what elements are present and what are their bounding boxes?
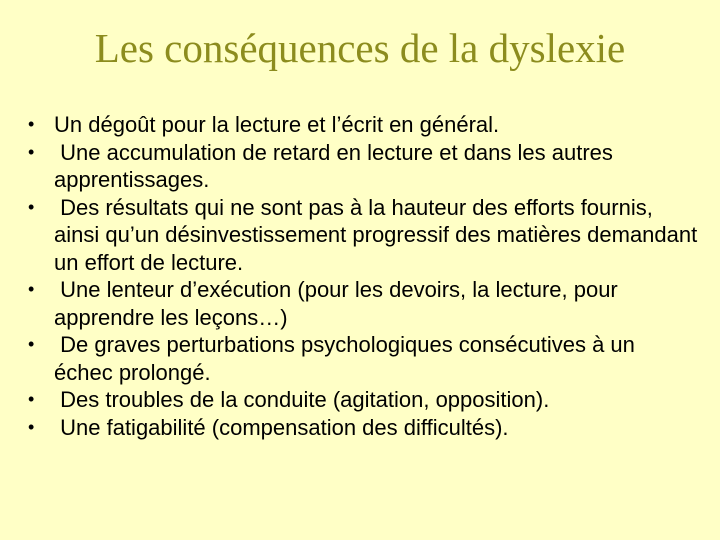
bullet-text: Une lenteur d’exécution (pour les devoirs, la lecture, pour apprendre les leçons…)	[54, 277, 624, 330]
bullet-icon: •	[28, 279, 35, 299]
slide-title: Les conséquences de la dyslexie	[94, 25, 626, 71]
list-item	[28, 331, 698, 386]
bullet-icon: •	[28, 416, 35, 437]
bullet-icon: •	[28, 334, 35, 354]
bullet-text: Des résultats qui ne sont pas à la hauteur des efforts fournis, ainsi qu’un désinvestissement progressif des matières demandant un effort de lecture.	[54, 194, 704, 275]
list-item	[28, 386, 698, 414]
bullet-text: Des troubles de la conduite (agitation, opposition).	[54, 387, 550, 412]
bullet-text: Une accumulation de retard en lecture et dans les autres apprentissages.	[54, 139, 620, 192]
list-item	[28, 414, 698, 442]
bullet-text: Un dégoût pour la lecture et l’écrit en général.	[54, 112, 500, 137]
bullet-icon: •	[28, 141, 35, 162]
bullet-text: De graves perturbations psychologiques consécutives à un échec prolongé.	[54, 332, 642, 385]
bullet-icon: •	[28, 114, 35, 134]
list-item	[28, 139, 698, 194]
bullet-icon: •	[28, 196, 35, 217]
bullet-icon: •	[28, 389, 35, 409]
bullet-list	[28, 111, 704, 441]
list-item	[28, 194, 704, 277]
list-item	[28, 276, 698, 331]
bullet-text: Une fatigabilité (compensation des difficultés).	[54, 414, 509, 440]
list-item	[28, 111, 698, 139]
